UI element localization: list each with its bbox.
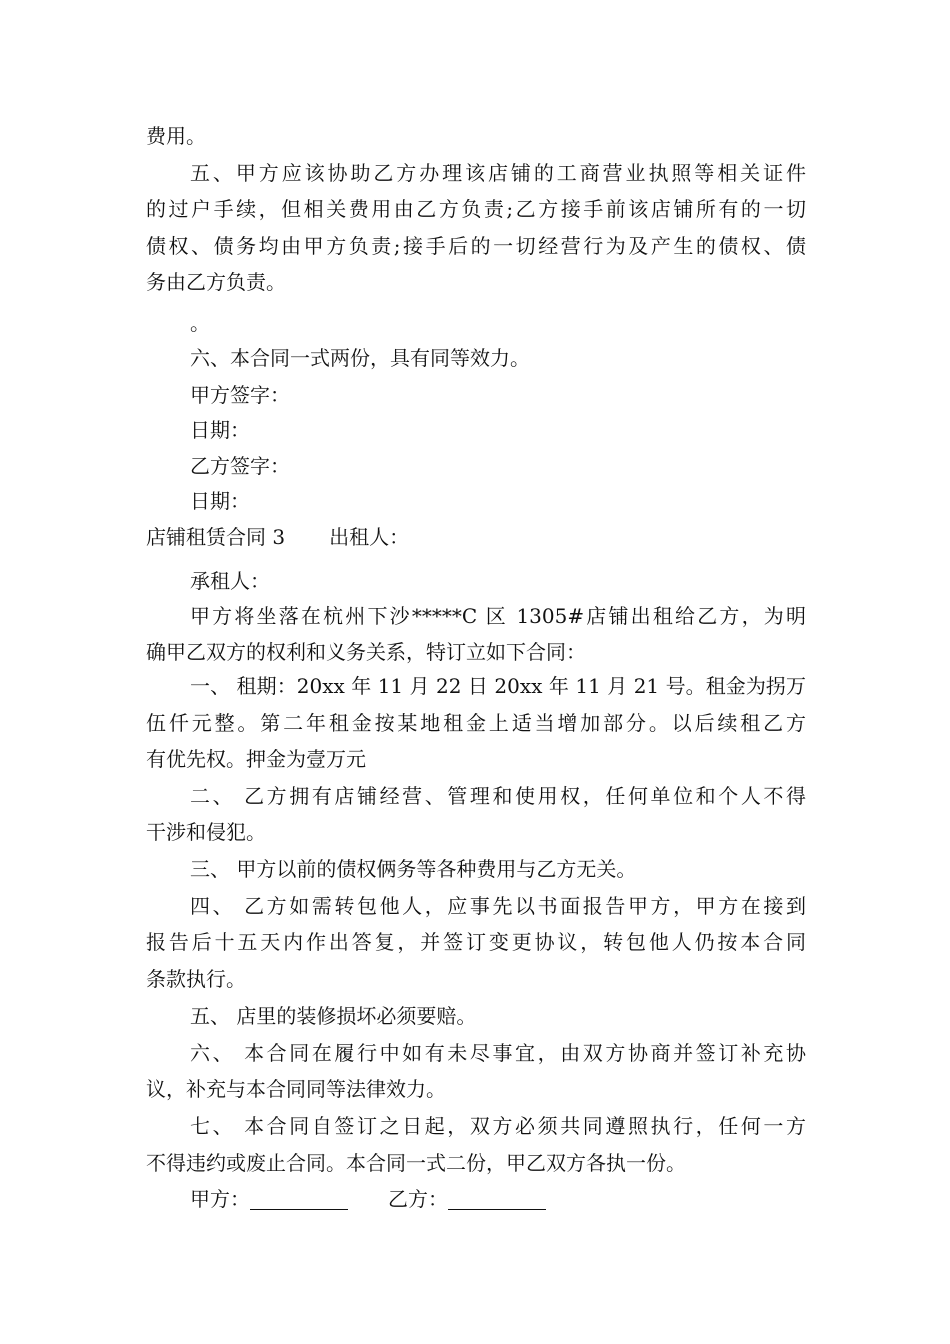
text-line: 五、 店里的装修损坏必须要赔。 (190, 1004, 477, 1028)
text-line: 甲方将坐落在杭州下沙*****C 区 1305#店铺出租给乙方，为明 (190, 604, 806, 628)
contract-3-heading (146, 519, 806, 555)
text-line: 费用。 (146, 124, 206, 148)
party-b-signature-blank (448, 1187, 546, 1210)
text-line: 四、 乙方如需转包他人，应事先以书面报告甲方，甲方在接到 (190, 894, 806, 918)
text-line: 二、 乙方拥有店铺经营、管理和使用权，任何单位和个人不得 (190, 784, 806, 808)
text-line: 一、 租期：20xx 年 11 月 22 日 20xx 年 11 月 21 号。租金为拐万 (190, 674, 806, 698)
text-line: 六、本合同一式两份，具有同等效力。 (190, 346, 530, 370)
text-line: 的过户手续，但相关费用由乙方负责;乙方接手前该店铺所有的一切 (146, 197, 806, 221)
text-line: 五、甲方应该协助乙方办理该店铺的工商营业执照等相关证件 (190, 161, 806, 185)
text-line: 务由乙方负责。 (146, 270, 286, 294)
party-a-label: 甲方： (190, 1187, 250, 1211)
text-line: 日期： (190, 418, 250, 442)
text-line: 。 (190, 311, 210, 335)
text-line: 甲方签字： (190, 383, 290, 407)
text-line: 承租人： (190, 569, 270, 593)
text-line: 确甲乙双方的权利和义务关系，特订立如下合同： (146, 640, 586, 664)
party-b-label: 乙方： (388, 1187, 448, 1211)
text-line: 不得违约或废止合同。本合同一式二份，甲乙双方各执一份。 (146, 1151, 686, 1175)
text-line: 干涉和侵犯。 (146, 820, 266, 844)
text-line: 有优先权。押金为壹万元 (146, 747, 366, 771)
text-line: 六、 本合同在履行中如有未尽事宜，由双方协商并签订补充协 (190, 1041, 806, 1065)
text-line: 伍仟元整。第二年租金按某地租金上适当增加部分。以后续租乙方 (146, 711, 806, 735)
text-line: 三、 甲方以前的债权俩务等各种费用与乙方无关。 (190, 857, 637, 881)
text-line: 乙方签字： (190, 454, 290, 478)
text-line: 报告后十五天内作出答复，并签订变更协议，转包他人仍按本合同 (146, 930, 806, 954)
text-line: 日期： (190, 489, 250, 513)
lessor-label: 出租人： (329, 525, 410, 549)
contract-title: 店铺租赁合同 3 (146, 525, 286, 549)
signature-line (190, 1181, 806, 1217)
text-line: 条款执行。 (146, 967, 246, 991)
text-line: 七、 本合同自签订之日起，双方必须共同遵照执行，任何一方 (190, 1114, 806, 1138)
text-line: 议，补充与本合同同等法律效力。 (146, 1077, 446, 1101)
text-line: 债权、债务均由甲方负责;接手后的一切经营行为及产生的债权、债 (146, 234, 806, 258)
party-a-signature-blank (250, 1187, 348, 1210)
